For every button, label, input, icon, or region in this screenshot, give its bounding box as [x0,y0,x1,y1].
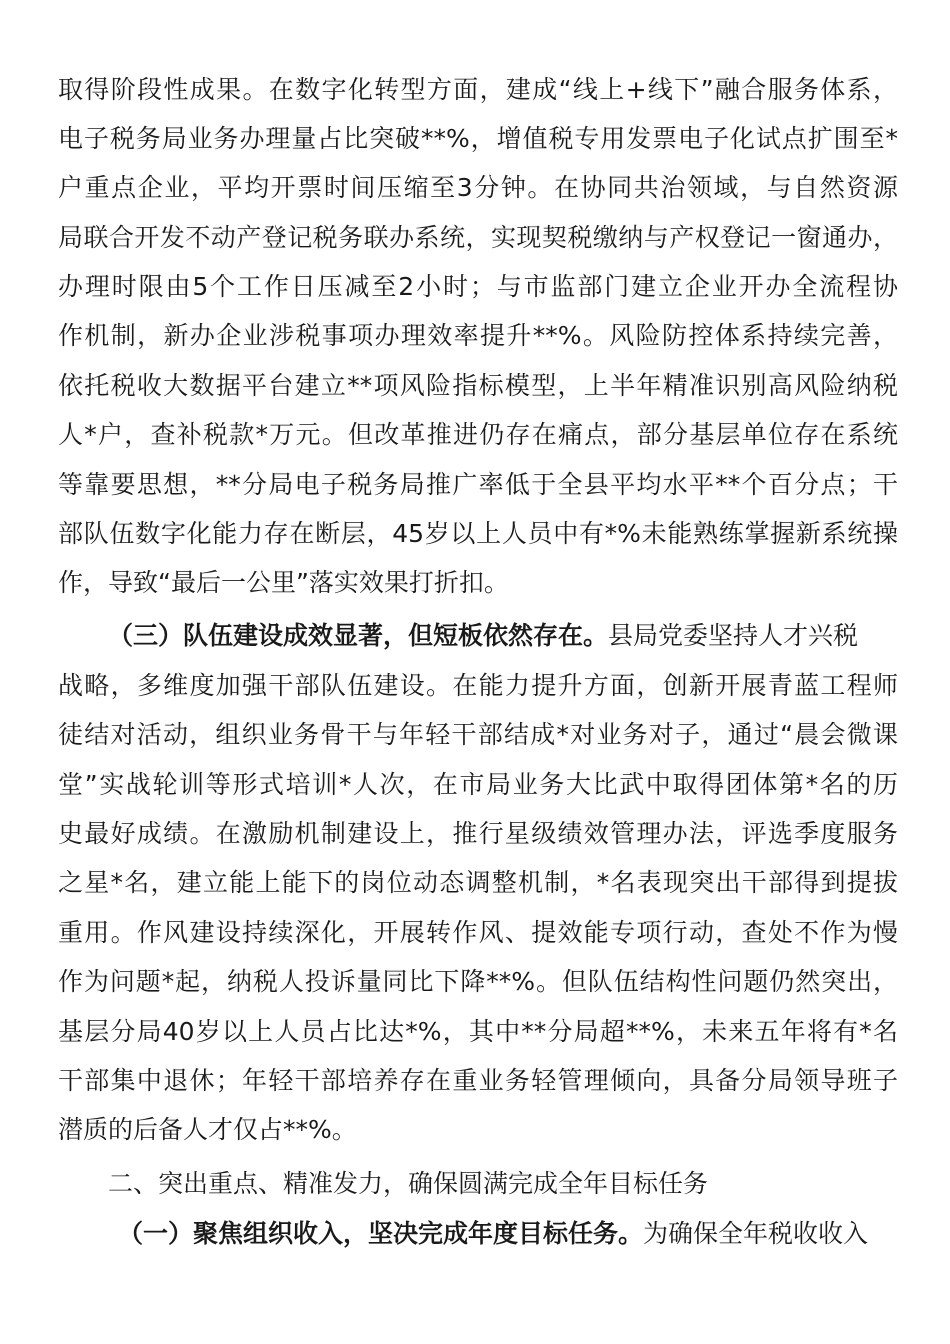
paragraph-line: 办理时限由5个工作日压减至2小时；与市监部门建立企业开办全流程协 [58,272,898,301]
paragraph-line: 徒结对活动，组织业务骨干与年轻干部结成*对业务对子，通过“晨会微课 [58,720,898,749]
paragraph-line: 之星*名，建立能上能下的岗位动态调整机制，*名表现突出干部得到提拔 [58,868,898,897]
section-3-heading: （三）队伍建设成效显著，但短板依然存在。 [108,621,609,650]
paragraph-line: 战略，多维度加强干部队伍建设。在能力提升方面，创新开展青蓝工程师 [58,671,898,700]
paragraph-line: 作机制，新办企业涉税事项办理效率提升**%。风险防控体系持续完善， [58,321,898,350]
paragraph-line: 基层分局40岁以上人员占比达*%，其中**分局超**%，未来五年将有*名 [58,1017,898,1046]
part-2-sub-1-first-line [118,1209,898,1258]
paragraph-line: 人*户，查补税款*万元。但改革推进仍存在痛点，部分基层单位存在系统 [58,420,898,449]
paragraph-line: 作，导致“最后一公里”落实效果打折扣。 [58,568,509,597]
paragraph-line: 作为问题*起，纳税人投诉量同比下降**%。但队伍结构性问题仍然突出， [58,967,898,996]
section-3-first-line [108,611,898,660]
paragraph-line: 等靠要思想，**分局电子税务局推广率低于全县平均水平**个百分点；干 [58,470,898,499]
paragraph-line: 史最好成绩。在激励机制建设上，推行星级绩效管理办法，评选季度服务 [58,819,898,848]
paragraph-line: 干部集中退休；年轻干部培养存在重业务轻管理倾向，具备分局领导班子 [58,1066,898,1095]
part-2-sub-1-heading: （一）聚焦组织收入，坚决完成年度目标任务。 [118,1219,644,1248]
paragraph-line: 局联合开发不动产登记税务联办系统，实现契税缴纳与产权登记一窗通办， [58,223,898,252]
paragraph-line: 电子税务局业务办理量占比突破**%，增值税专用发票电子化试点扩围至* [58,124,898,153]
part-2-sub-1-text: 为确保全年税收收入 [643,1219,869,1248]
paragraph-line: 堂”实战轮训等形式培训*人次，在市局业务大比武中取得团体第*名的历 [58,770,898,799]
paragraph-line: 重用。作风建设持续深化，开展转作风、提效能专项行动，查处不作为慢 [58,918,898,947]
section-3-first-line-text: 县局党委坚持人才兴税 [608,621,859,650]
paragraph-line: 取得阶段性成果。在数字化转型方面，建成“线上+线下”融合服务体系， [58,75,898,104]
paragraph-line: 部队伍数字化能力存在断层，45岁以上人员中有*%未能熟练掌握新系统操 [58,519,898,548]
part-2-heading: 二、突出重点、精准发力，确保圆满完成全年目标任务 [108,1169,709,1198]
paragraph-line: 户重点企业，平均开票时间压缩至3分钟。在协同共治领域，与自然资源 [58,173,898,202]
paragraph-line: 依托税收大数据平台建立**项风险指标模型，上半年精准识别高风险纳税 [58,371,898,400]
paragraph-line: 潜质的后备人才仅占**%。 [58,1115,357,1144]
